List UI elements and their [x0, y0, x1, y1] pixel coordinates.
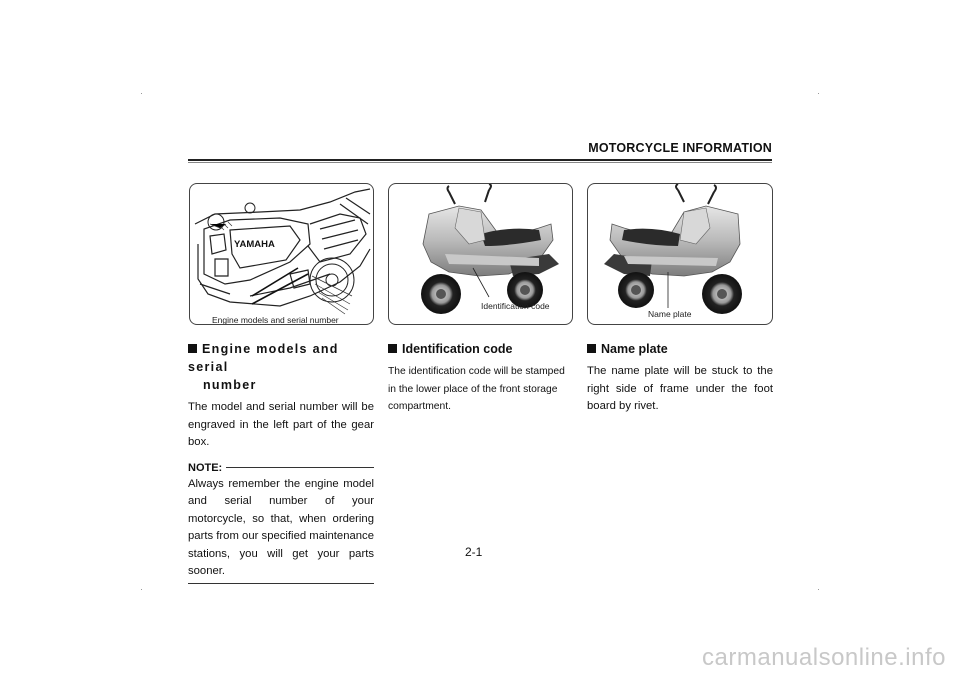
crop-mark: [818, 589, 819, 590]
engine-section: [188, 340, 374, 584]
page-number: 2-1: [465, 545, 483, 559]
square-bullet-icon: [188, 344, 197, 353]
note-body: Always remember the engine model and serial number of your motorcycle, so that, when ordering parts from our specified maintenance stations, you will get your parts sooner.: [188, 476, 374, 584]
crop-mark: [141, 589, 142, 590]
section-heading: Engine models and serial number: [188, 342, 339, 392]
identification-section: [388, 340, 574, 416]
section-body: The identification code will be stamped in the lower place of the front storage compartment.: [388, 366, 565, 412]
yamaha-logo: YAMAHA: [234, 239, 275, 250]
nameplate-section: [587, 340, 773, 416]
section-title: MOTORCYCLE INFORMATION: [588, 141, 772, 155]
page-header: [188, 141, 772, 161]
header-rule: [188, 159, 772, 161]
nameplate-figure: [587, 183, 773, 325]
crop-mark: [141, 93, 142, 94]
note-heading: NOTE:: [188, 462, 374, 474]
figure-caption: Name plate: [648, 309, 692, 319]
section-body: The model and serial number will be engraved in the left part of the gear box.: [188, 401, 374, 448]
square-bullet-icon: [388, 344, 397, 353]
watermark: carmanualsonline.info: [702, 644, 946, 671]
scooter-right-side-image: [588, 184, 772, 324]
identification-figure: [388, 183, 573, 325]
section-heading: Name plate: [587, 340, 773, 358]
note-block: [188, 462, 374, 584]
engine-drawing: [190, 184, 373, 324]
header-rule-thin: [188, 162, 772, 163]
crop-mark: [818, 93, 819, 94]
section-heading: Identification code: [388, 340, 574, 358]
engine-figure: [189, 183, 374, 325]
figure-caption: Engine models and serial number: [212, 315, 339, 325]
note-rule: [226, 467, 374, 468]
figure-caption: Identification code: [481, 301, 550, 311]
square-bullet-icon: [587, 344, 596, 353]
section-body: The name plate will be stuck to the right side of frame under the foot board by rivet.: [587, 365, 773, 412]
